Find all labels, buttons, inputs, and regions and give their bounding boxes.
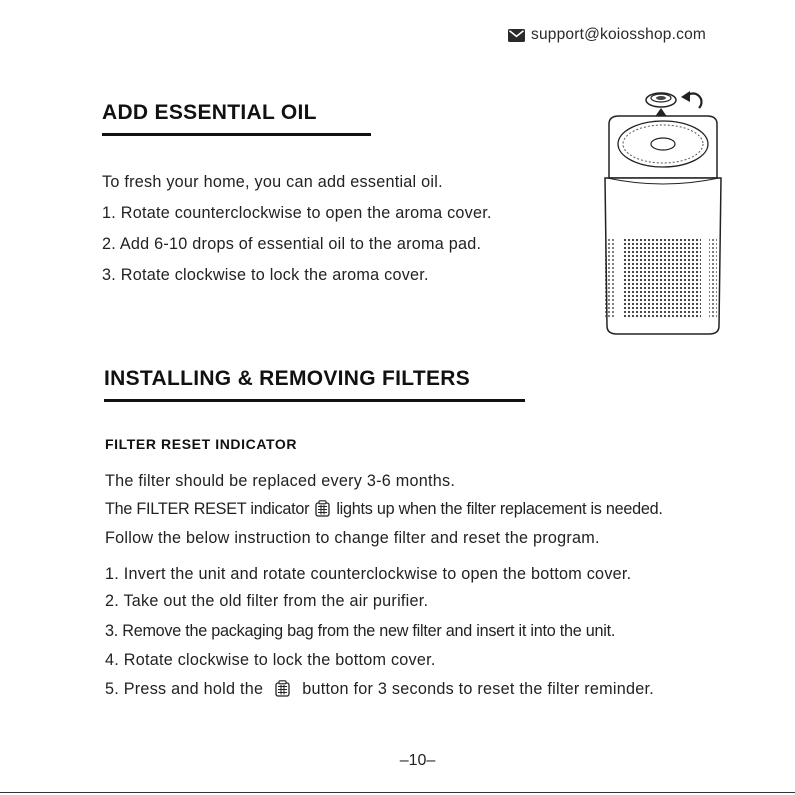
filter-step-3: 3. Remove the packaging bag from the new filter and insert it into the unit. [105, 622, 616, 640]
title-underline [104, 399, 525, 402]
support-email[interactable] [508, 26, 706, 44]
filter-reset-heading: FILTER RESET INDICATOR [105, 436, 298, 452]
oil-step-1: 1. Rotate counterclockwise to open the aroma cover. [102, 204, 492, 222]
title-underline [102, 133, 371, 136]
filter-replace-interval: The filter should be replaced every 3-6 months. [105, 472, 456, 490]
page-number: –10– [399, 752, 436, 769]
oil-intro: To fresh your home, you can add essential oil. [102, 173, 443, 191]
filter-indicator-line [105, 500, 663, 522]
step5-text-pre: 5. Press and hold the [105, 680, 264, 698]
aroma-cover-icon [646, 93, 676, 107]
filter-reset-icon [315, 500, 330, 522]
page-bottom-border [0, 792, 795, 793]
indicator-text-pre: The FILTER RESET indicator [105, 500, 310, 518]
step5-text-post: button for 3 seconds to reset the filter reminder. [302, 680, 654, 698]
section-title-filters: INSTALLING & REMOVING FILTERS [104, 367, 471, 390]
filter-step-4: 4. Rotate clockwise to lock the bottom cover. [105, 651, 436, 669]
section-title-essential-oil: ADD ESSENTIAL OIL [102, 101, 317, 124]
envelope-icon [508, 29, 525, 42]
indicator-text-post: lights up when the filter replacement is needed. [336, 500, 663, 518]
oil-step-3: 3. Rotate clockwise to lock the aroma cover. [102, 266, 429, 284]
filter-reset-icon [275, 680, 290, 702]
instruction-intro: Follow the below instruction to change filter and reset the program. [105, 529, 600, 547]
oil-step-2: 2. Add 6-10 drops of essential oil to the aroma pad. [102, 235, 482, 253]
filter-step-1: 1. Invert the unit and rotate counterclockwise to open the bottom cover. [105, 565, 632, 583]
air-purifier-illustration [595, 86, 735, 341]
filter-step-5 [105, 680, 654, 702]
filter-step-2: 2. Take out the old filter from the air purifier. [105, 592, 429, 610]
email-text[interactable]: support@koiosshop.com [531, 26, 707, 43]
